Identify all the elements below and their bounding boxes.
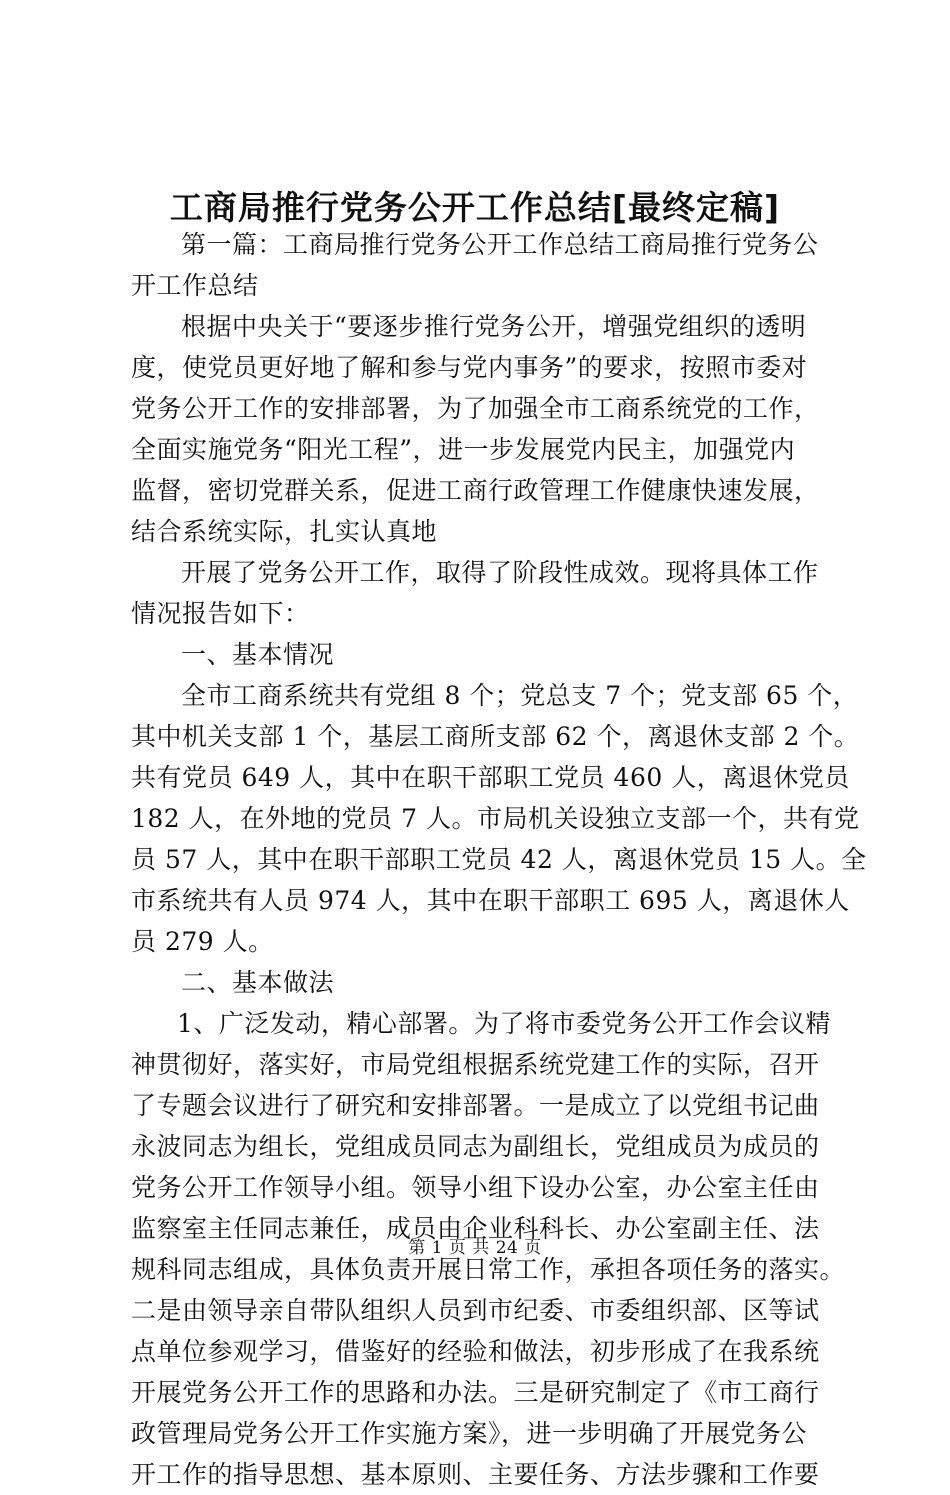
document-body [131,224,867,1495]
text-line: 全市工商系统共有党组 8 个；党总支 7 个；党支部 65 个， [181,681,859,710]
document-title: 工商局推行党务公开工作总结[最终定稿] [169,188,781,227]
text-line: 第一篇：工商局推行党务公开工作总结工商局推行党务公 [181,230,819,259]
section-heading: 二、基本做法 [181,968,335,997]
text-line: 点单位参观学习，借鉴好的经验和做法，初步形成了在我系统 [131,1337,820,1366]
text-line: 党务公开工作的安排部署，为了加强全市工商系统党的工作， [131,394,820,423]
text-line: 监察室主任同志兼任，成员由企业科科长、办公室副主任、法 [131,1214,820,1243]
text-line: 182 人，在外地的党员 7 人。市局机关设独立支部一个，共有党 [131,804,860,833]
text-line: 规科同志组成，具体负责开展日常工作，承担各项任务的落实。 [131,1255,846,1284]
text-line: 开工作的指导思想、基本原则、主要任务、方法步骤和工作要 [131,1460,820,1489]
text-line: 市系统共有人员 974 人，其中在职干部职工 695 人，离退休人 [131,886,850,915]
page-footer: 第 1 页 共 24 页 [408,1238,542,1258]
text-line: 其中机关支部 1 个，基层工商所支部 62 个，离退休支部 2 个。 [131,722,860,751]
text-line: 神贯彻好，落实好，市局党组根据系统党建工作的实际，召开 [131,1050,820,1079]
text-line: 情况报告如下： [131,599,310,628]
section-heading: 一、基本情况 [181,640,335,669]
text-line: 监督，密切党群关系，促进工商行政管理工作健康快速发展， [131,476,820,505]
text-line: 共有党员 649 人，其中在职干部职工党员 460 人，离退休党员 [131,763,850,792]
text-line: 开工作总结 [131,271,259,300]
text-line: 开展了党务公开工作，取得了阶段性成效。现将具体工作 [181,558,819,587]
text-line: 度，使党员更好地了解和参与党内事务”的要求，按照市委对 [131,353,808,382]
text-line: 永波同志为组长，党组成员同志为副组长，党组成员为成员的 [131,1132,820,1161]
text-line: 全面实施党务“阳光工程”，进一步发展党内民主，加强党内 [131,435,796,464]
text-line: 开展党务公开工作的思路和办法。三是研究制定了《市工商行 [131,1378,820,1407]
text-line: 1、广泛发动，精心部署。为了将市委党务公开工作会议精 [177,1009,831,1038]
text-line: 根据中央关于“要逐步推行党务公开，增强党组织的透明 [181,312,807,341]
text-line: 政管理局党务公开工作实施方案》，进一步明确了开展党务公 [131,1419,808,1448]
text-line: 员 279 人。 [131,927,274,956]
text-line: 结合系统实际，扎实认真地 [131,517,438,546]
text-line: 员 57 人，其中在职干部职工党员 42 人，离退休党员 15 人。全 [131,845,867,874]
text-line: 二是由领导亲自带队组织人员到市纪委、市委组织部、区等试 [131,1296,820,1325]
text-line: 了专题会议进行了研究和安排部署。一是成立了以党组书记曲 [131,1091,820,1120]
text-line: 党务公开工作领导小组。领导小组下设办公室，办公室主任由 [131,1173,820,1202]
